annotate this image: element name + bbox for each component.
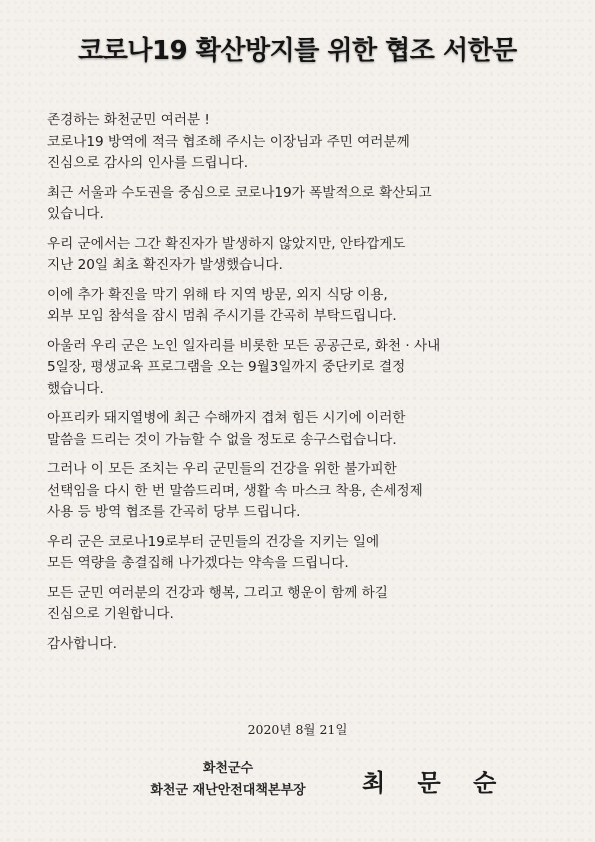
page-title: 코로나19 확산방지를 위한 협조 서한문 [78,36,517,66]
signature-title-governor: 화천군수 [202,761,254,776]
paragraph: 우리 군은 코로나19로부터 군민들의 건강을 지키는 일에 모든 역량을 총결집해 나가겠다는 약속을 드립니다. [47,533,380,571]
letter-body [47,110,555,663]
paragraph: 모든 군민 여러분의 건강과 행복, 그리고 행운이 함께 하길 진심으로 기원합니다. [47,584,388,622]
paragraph: 그러나 이 모든 조치는 우리 군민들의 건강을 위한 불가피한 선택임을 다시 한 번 말씀드리며, 생활 속 마스크 착용, 손세정제 사용 등 방역 협조를 간곡히 당부 드립니다. [47,461,423,520]
greeting: 존경하는 화천군민 여러분 ! [47,112,210,128]
paragraph: 아울러 우리 군은 노인 일자리를 비롯한 모든 공공근로, 화천 · 사내 5일장, 평생교육 프로그램을 오는 9월3일까지 중단키로 결정 했습니다. [47,337,441,397]
paragraph: 우리 군에서는 그간 확진자가 발생하지 않았지만, 안타깝게도 지난 20일 최초 확진자가 발생했습니다. [47,235,406,273]
signature-title-hq-chief: 화천군 재난안전대책본부장 [150,783,306,798]
signature-titles [108,758,348,802]
paragraph: 아프리카 돼지열병에 최근 수해까지 겹쳐 힘든 시기에 이러한 말씀을 드리는 것이 가늠할 수 없을 정도로 송구스럽습니다. [47,410,406,448]
signature-name: 최 문 순 [362,769,509,797]
closing: 감사합니다. [47,635,117,652]
letter-date: 2020년 8월 21일 [247,722,348,737]
paragraph: 최근 서울과 수도권을 중심으로 코로나19가 폭발적으로 확산되고 있습니다. [47,184,432,222]
paragraph: 이에 추가 확진을 막기 위해 타 지역 방문, 외지 식당 이용, 외부 모임 참석을 잠시 멈춰 주시기를 간곡히 부탁드립니다. [47,286,397,324]
paragraph: 코로나19 방역에 적극 협조해 주시는 이장님과 주민 여러분께 진심으로 감사의 인사를 드립니다. [47,133,410,171]
